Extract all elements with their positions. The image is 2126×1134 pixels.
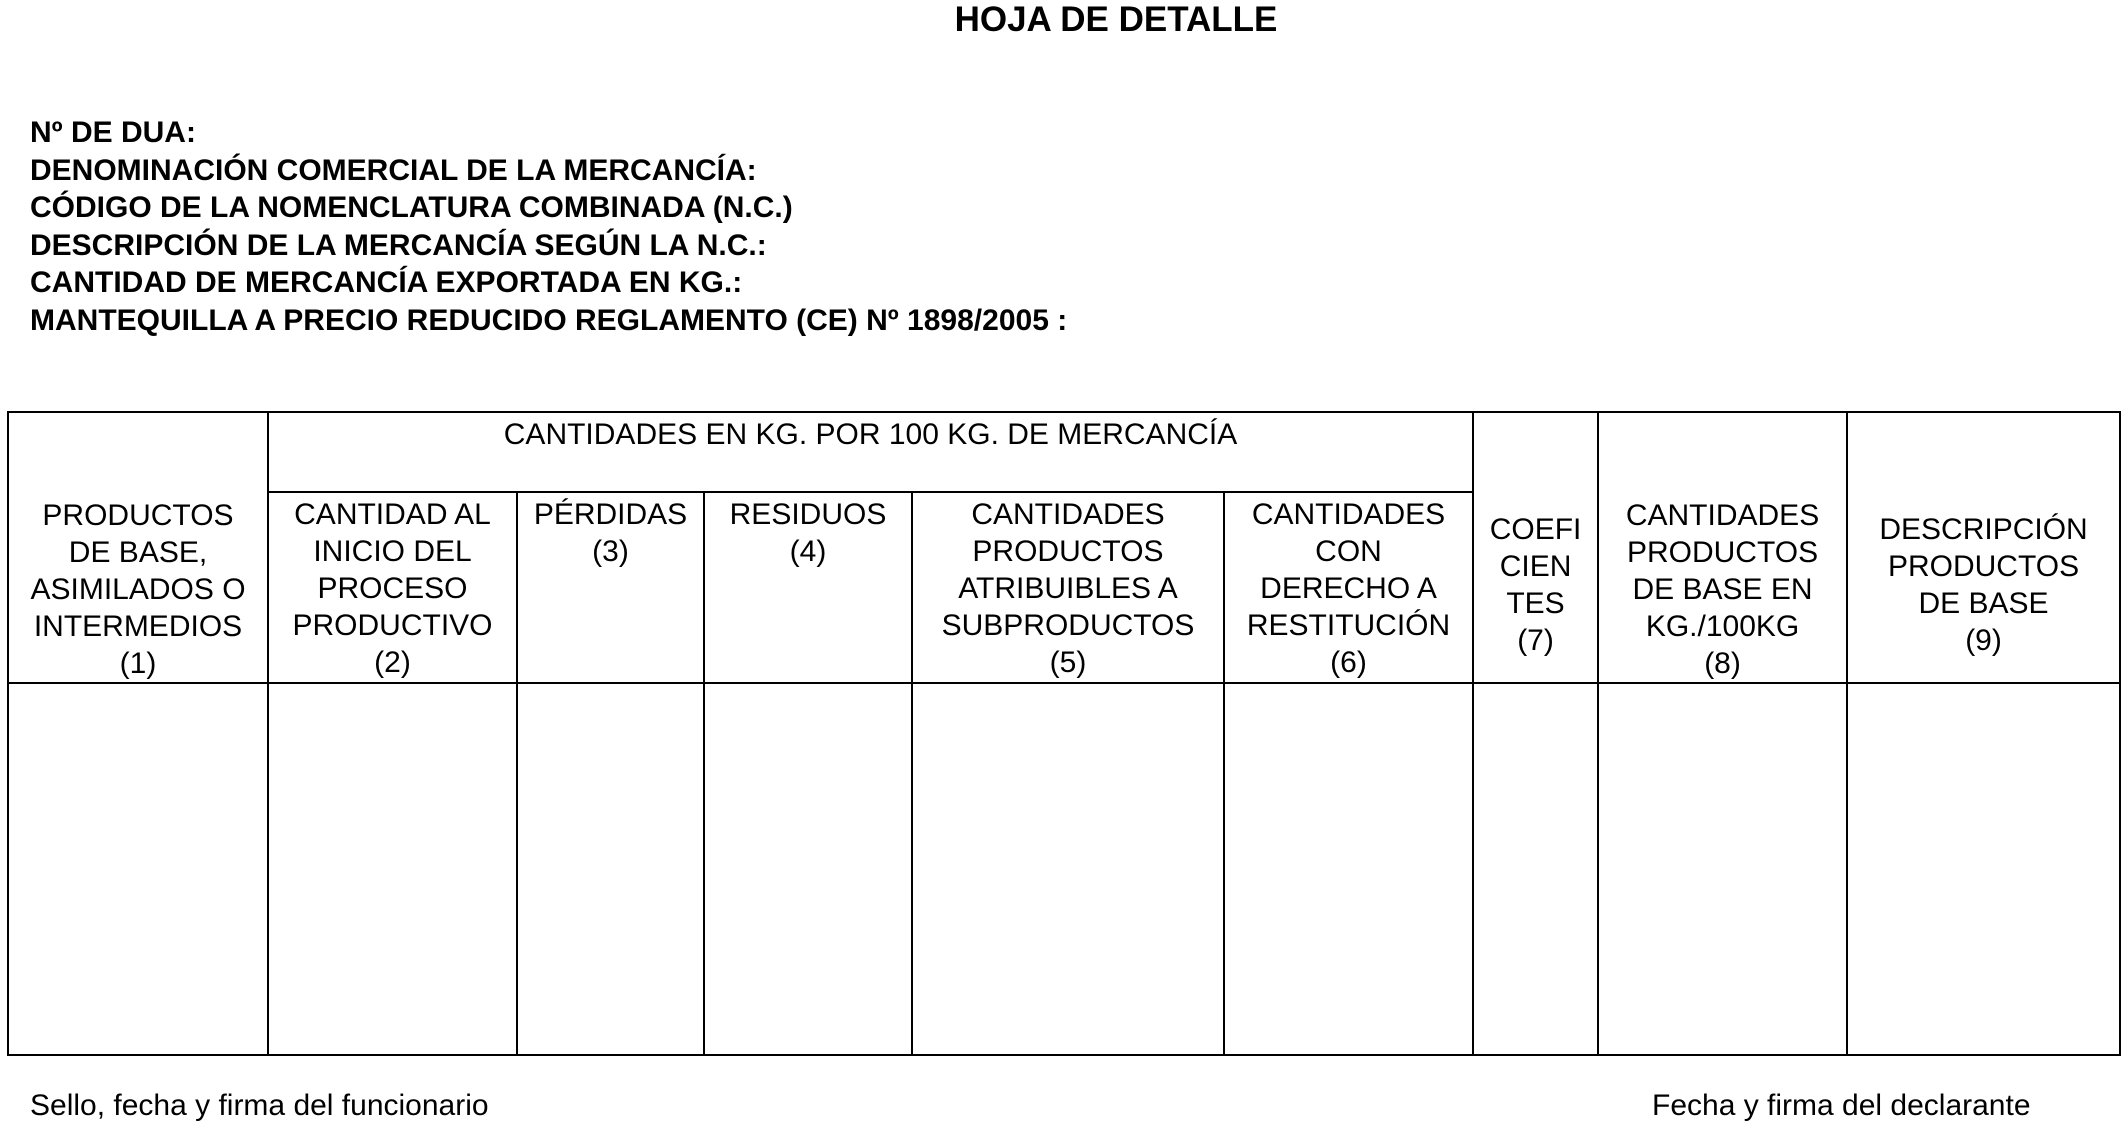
official-signature-label: Sello, fecha y firma del funcionario [30,1089,489,1122]
table-row [8,683,2120,1055]
column-header-line: PROCESO [317,572,468,605]
column-header-line: CANTIDADES [1251,498,1446,531]
column-header-line: (7) [1517,624,1554,657]
column-header-line: RESTITUCIÓN [1246,609,1451,642]
table-cell-base-product-quantities[interactable] [1598,683,1847,1055]
column-header-line: DERECHO A [1260,572,1437,605]
column-header-line: PRODUCTOS [42,499,234,532]
table-cell-losses[interactable] [517,683,704,1055]
column-header-line: TES [1506,587,1565,620]
column-header-line: PÉRDIDAS [533,498,688,531]
column-header-line: DESCRIPCIÓN [1879,513,2088,546]
field-nc-code: CÓDIGO DE LA NOMENCLATURA COMBINADA (N.C.) [30,191,793,224]
column-header-line: COEFI [1489,513,1582,546]
column-header-line: INICIO DEL [313,535,472,568]
column-header-line: CIEN [1499,550,1572,583]
column-header-line: DE BASE EN [1632,573,1813,606]
column-header-line: PRODUCTOS [1887,550,2080,583]
table-cell-refund-quantities[interactable] [1224,683,1473,1055]
document-title: HOJA DE DETALLE [954,0,1278,39]
field-exported-quantity: CANTIDAD DE MERCANCÍA EXPORTADA EN KG.: [30,266,743,299]
column-header-line: CANTIDADES [971,498,1165,531]
column-header-line: (5) [1049,646,1087,679]
column-header-line: (2) [374,646,411,679]
table-cell-base-products[interactable] [8,683,268,1055]
column-header-line: (9) [1965,624,2002,657]
field-nc-description: DESCRIPCIÓN DE LA MERCANCÍA SEGÚN LA N.C.: [30,228,767,262]
column-header-line: (4) [789,535,827,568]
table-cell-coefficients[interactable] [1473,683,1598,1055]
table-cell-residues[interactable] [704,683,912,1055]
table-cell-base-product-description[interactable] [1847,683,2120,1055]
column-header-line: CANTIDAD AL [294,498,491,531]
table-cell-byproducts[interactable] [912,683,1224,1055]
column-header-initial-quantity [268,492,517,683]
column-header-line: KG./100KG [1645,610,1800,643]
column-header-base-product-quantities [1598,412,1847,683]
column-header-line: SUBPRODUCTOS [941,609,1195,642]
field-butter-regulation: MANTEQUILLA A PRECIO REDUCIDO REGLAMENTO (CE) Nº 1898/2005 : [30,303,1068,337]
column-header-line: INTERMEDIOS [33,610,243,643]
declarant-signature-label: Fecha y firma del declarante [1652,1089,2031,1122]
group-header-quantities: CANTIDADES EN KG. POR 100 KG. DE MERCANCÍA [268,412,1473,492]
column-header-line: DE BASE, [68,536,208,569]
column-header-line: PRODUCTOS [1626,536,1819,569]
header-fields [30,114,1067,339]
field-commercial-name: DENOMINACIÓN COMERCIAL DE LA MERCANCÍA: [30,153,757,187]
column-header-line: DE BASE [1918,587,2049,620]
column-header-line: ATRIBUIBLES A [958,572,1178,605]
column-header-line: ASIMILADOS O [30,573,246,606]
column-header-losses [517,492,704,683]
column-header-line: (6) [1330,646,1367,679]
column-header-base-product-description [1847,412,2120,683]
column-header-line: PRODUCTOS [972,535,1164,568]
column-header-line: (3) [592,535,629,568]
column-header-line: (1) [119,647,157,680]
field-dua-number: Nº DE DUA: [30,116,196,149]
column-header-line: RESIDUOS [729,498,887,531]
column-header-line: CON [1315,535,1382,568]
table-cell-initial-quantity[interactable] [268,683,517,1055]
column-header-refund-quantities [1224,492,1473,683]
column-header-byproducts [912,492,1224,683]
column-header-line: PRODUCTIVO [292,609,493,642]
column-header-coefficients [1473,412,1598,683]
column-header-line: (8) [1704,647,1741,680]
column-header-base-products [8,412,268,683]
column-header-residues [704,492,912,683]
detail-table [7,411,2121,1056]
column-header-line: CANTIDADES [1625,499,1820,532]
